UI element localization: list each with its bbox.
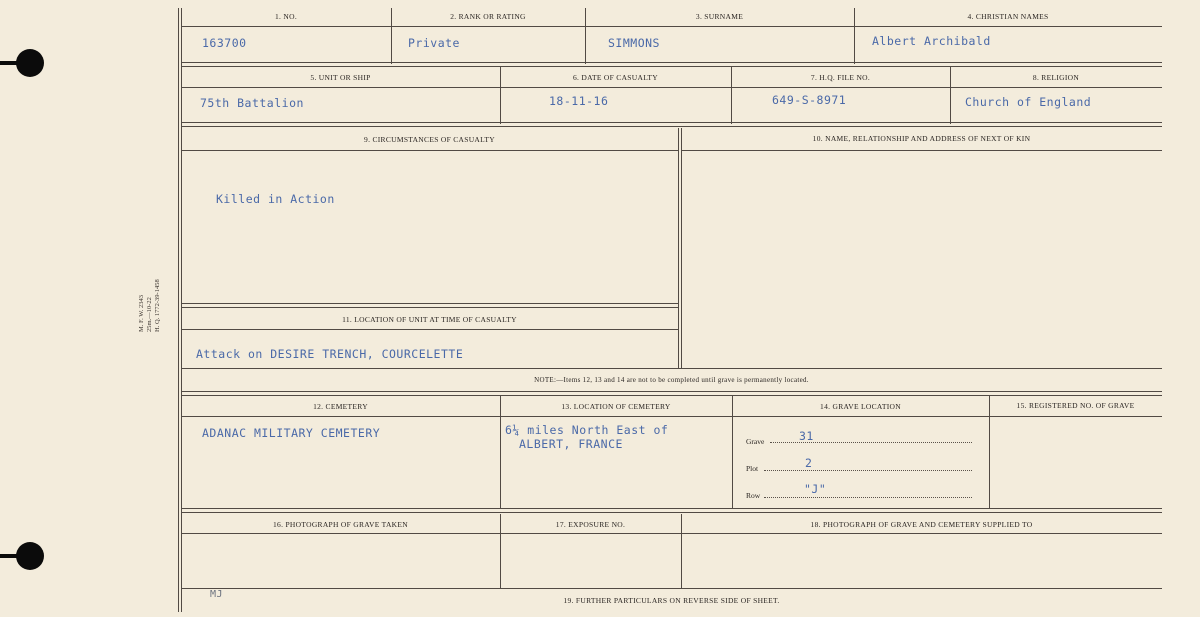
- divider: [678, 128, 679, 368]
- value-initials: MJ: [210, 589, 224, 600]
- label-photo-taken: 16. PHOTOGRAPH OF GRAVE TAKEN: [273, 520, 408, 529]
- value-unit: 75th Battalion: [200, 96, 304, 110]
- divider: [732, 396, 733, 509]
- label-date-casualty: 6. DATE OF CASUALTY: [572, 73, 658, 82]
- value-date-casualty: 18-11-16: [549, 94, 609, 108]
- value-circumstances: Killed in Action: [216, 192, 335, 206]
- value-rank: Private: [408, 36, 460, 50]
- label-no: 1. NO.: [274, 12, 297, 21]
- value-surname: SIMMONS: [608, 36, 660, 50]
- value-hq-file: 649-S-8971: [772, 93, 847, 107]
- label-location-unit: 11. LOCATION OF UNIT AT TIME OF CASUALTY: [342, 315, 517, 324]
- plot-dotted-line: [764, 470, 972, 471]
- note-text: NOTE:—Items 12, 13 and 14 are not to be completed until grave is permanently located.: [534, 376, 809, 384]
- divider: [500, 396, 501, 509]
- label-rank: 2. RANK OR RATING: [450, 12, 526, 21]
- row3-label-rule-left: [181, 150, 678, 151]
- form-reference-note: [138, 279, 162, 332]
- value-religion: Church of England: [965, 95, 1092, 109]
- label-further-particulars: 19. FURTHER PARTICULARS ON REVERSE SIDE OF SHEET.: [563, 596, 780, 605]
- value-location-cemetery-line1: 6¼ miles North East of: [505, 423, 669, 437]
- label-circumstances: 9. CIRCUMSTANCES OF CASUALTY: [364, 135, 495, 144]
- row16-label-rule: [181, 533, 1162, 534]
- value-plot: 2: [805, 456, 813, 470]
- note-bottom-rule: [181, 391, 1162, 396]
- label-plot: Plot: [746, 464, 759, 473]
- value-cemetery: ADANAC MILITARY CEMETERY: [202, 426, 381, 440]
- label-christian-names: 4. CHRISTIAN NAMES: [967, 12, 1049, 21]
- value-row: "J": [804, 482, 827, 496]
- value-christian-names: Albert Archibald: [872, 34, 991, 48]
- label-grave-location: 14. GRAVE LOCATION: [820, 402, 901, 411]
- row19-top-rule: [181, 588, 1162, 589]
- row1-top-rule: [181, 26, 1162, 27]
- left-margin-line: [178, 8, 179, 612]
- row-dotted-line: [764, 497, 972, 498]
- value-location-cemetery-line2: ALBERT, FRANCE: [519, 437, 623, 451]
- label-row: Row: [746, 491, 761, 500]
- label-next-of-kin: 10. NAME, RELATIONSHIP AND ADDRESS OF NEXT OF KIN: [812, 134, 1031, 143]
- label-registered-no: 15. REGISTERED NO. OF GRAVE: [1016, 401, 1135, 410]
- row3-label-rule-right: [681, 150, 1162, 151]
- form-ref-line-2: 25m.—10-22: [146, 297, 153, 332]
- label-photo-supplied: 18. PHOTOGRAPH OF GRAVE AND CEMETERY SUPPLIED TO: [810, 520, 1033, 529]
- row2-bottom-rule: [181, 122, 1162, 127]
- divider: [681, 128, 682, 368]
- value-location-unit: Attack on DESIRE TRENCH, COURCELETTE: [196, 347, 464, 361]
- form-ref-line-3: H. Q. 1772-39-1458: [154, 279, 161, 332]
- row11-label-rule: [181, 329, 678, 330]
- label-location-cemetery: 13. LOCATION OF CEMETERY: [561, 402, 671, 411]
- row12-label-rule: [181, 416, 1162, 417]
- form-ref-line-1: M. F. W. 2343: [138, 294, 145, 332]
- label-grave: Grave: [746, 437, 765, 446]
- value-grave: 31: [799, 429, 814, 443]
- label-cemetery: 12. CEMETERY: [313, 402, 368, 411]
- punch-hole-bottom: [16, 542, 44, 570]
- row2-top-rule: [181, 87, 1162, 88]
- label-surname: 3. SURNAME: [695, 12, 744, 21]
- punch-hole-top: [16, 49, 44, 77]
- row12-bottom-rule: [181, 508, 1162, 513]
- value-no: 163700: [202, 36, 247, 50]
- label-exposure: 17. EXPOSURE NO.: [555, 520, 626, 529]
- divider: [989, 396, 990, 509]
- label-religion: 8. RELIGION: [1032, 73, 1080, 82]
- label-hq-file: 7. H.Q. FILE NO.: [810, 73, 871, 82]
- note-top-rule: [181, 368, 1162, 369]
- row11-top-rule: [181, 303, 678, 308]
- row1-bottom-rule: [181, 62, 1162, 67]
- label-unit: 5. UNIT OR SHIP: [310, 73, 371, 82]
